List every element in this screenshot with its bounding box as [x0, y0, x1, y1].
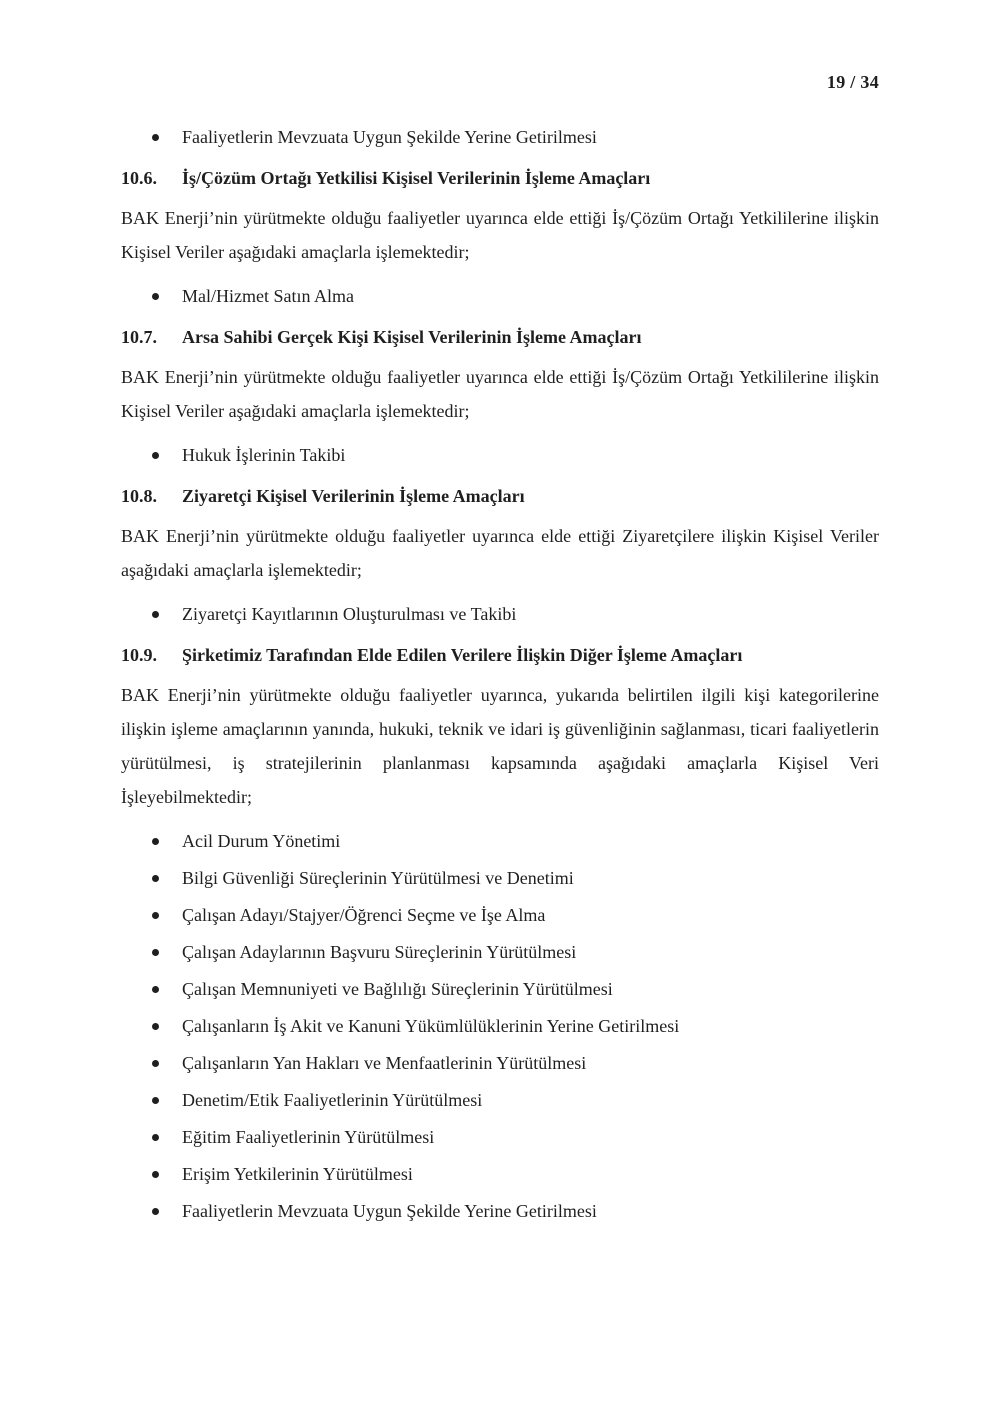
- section-number: 10.6.: [121, 168, 157, 188]
- section-bullet-list: [121, 278, 879, 315]
- section-title: Ziyaretçi Kişisel Verilerinin İşleme Amaçları: [182, 486, 525, 506]
- list-item: [121, 1193, 879, 1230]
- section-paragraph: BAK Enerji’nin yürütmekte olduğu faaliyetler uyarınca elde ettiği İş/Çözüm Ortağı Yetkililerine ilişkin Kişisel Veriler aşağıdaki amaçlarla işlemektedir;: [121, 367, 879, 421]
- bullet-icon: [152, 838, 159, 845]
- bullet-icon: [152, 912, 159, 919]
- list-item-text: Ziyaretçi Kayıtlarının Oluşturulması ve Takibi: [182, 604, 517, 624]
- bullet-icon: [152, 1134, 159, 1141]
- bullet-icon: [152, 1208, 159, 1215]
- list-item-text: Çalışan Adayı/Stajyer/Öğrenci Seçme ve İşe Alma: [182, 905, 546, 925]
- bullet-icon: [152, 611, 159, 618]
- list-item: [121, 971, 879, 1008]
- section-heading-10-6: [121, 164, 879, 192]
- list-item-text: Eğitim Faaliyetlerinin Yürütülmesi: [182, 1127, 435, 1147]
- page-content: [121, 119, 879, 1230]
- section-number: 10.7.: [121, 327, 157, 347]
- list-item-text: Çalışanların Yan Hakları ve Menfaatlerinin Yürütülmesi: [182, 1053, 587, 1073]
- list-item-text: Faaliyetlerin Mevzuata Uygun Şekilde Yerine Getirilmesi: [182, 1201, 597, 1221]
- list-item-text: Çalışan Adaylarının Başvuru Süreçlerinin Yürütülmesi: [182, 942, 577, 962]
- list-item: [121, 934, 879, 971]
- list-item-text: Mal/Hizmet Satın Alma: [182, 286, 354, 306]
- list-item: [121, 1156, 879, 1193]
- list-item: [121, 278, 879, 315]
- list-item: [121, 823, 879, 860]
- list-item: [121, 1119, 879, 1156]
- section-number: 10.9.: [121, 645, 157, 665]
- list-item-text: Hukuk İşlerinin Takibi: [182, 445, 346, 465]
- section-heading-10-7: [121, 323, 879, 351]
- list-item: [121, 596, 879, 633]
- bullet-icon: [152, 1060, 159, 1067]
- section-heading-10-8: [121, 482, 879, 510]
- list-item-text: Bilgi Güvenliği Süreçlerinin Yürütülmesi ve Denetimi: [182, 868, 574, 888]
- section-title: Şirketimiz Tarafından Elde Edilen Verilere İlişkin Diğer İşleme Amaçları: [182, 645, 743, 665]
- list-item-text: Acil Durum Yönetimi: [182, 831, 341, 851]
- list-item: [121, 897, 879, 934]
- section-bullet-list: [121, 823, 879, 1230]
- list-item: [121, 1045, 879, 1082]
- bullet-icon: [152, 1023, 159, 1030]
- bullet-icon: [152, 134, 159, 141]
- list-item-text: Faaliyetlerin Mevzuata Uygun Şekilde Yerine Getirilmesi: [182, 127, 597, 147]
- section-bullet-list: [121, 437, 879, 474]
- bullet-icon: [152, 986, 159, 993]
- bullet-icon: [152, 1171, 159, 1178]
- section-title: Arsa Sahibi Gerçek Kişi Kişisel Verilerinin İşleme Amaçları: [182, 327, 642, 347]
- page-number: 19 / 34: [826, 72, 879, 92]
- section-title: İş/Çözüm Ortağı Yetkilisi Kişisel Verilerinin İşleme Amaçları: [182, 168, 651, 188]
- section-paragraph: BAK Enerji’nin yürütmekte olduğu faaliyetler uyarınca elde ettiği İş/Çözüm Ortağı Yetkililerine ilişkin Kişisel Veriler aşağıdaki amaçlarla işlemektedir;: [121, 208, 879, 262]
- list-item-text: Çalışanların İş Akit ve Kanuni Yükümlülüklerinin Yerine Getirilmesi: [182, 1016, 680, 1036]
- list-item: [121, 1008, 879, 1045]
- bullet-icon: [152, 293, 159, 300]
- list-item-text: Erişim Yetkilerinin Yürütülmesi: [182, 1164, 413, 1184]
- section-bullet-list: [121, 596, 879, 633]
- list-item-text: Çalışan Memnuniyeti ve Bağlılığı Süreçlerinin Yürütülmesi: [182, 979, 613, 999]
- bullet-icon: [152, 949, 159, 956]
- bullet-icon: [152, 875, 159, 882]
- bullet-icon: [152, 452, 159, 459]
- top-bullet-list: [121, 119, 879, 156]
- section-heading-10-9: [121, 641, 879, 669]
- list-item: [121, 860, 879, 897]
- list-item: [121, 1082, 879, 1119]
- list-item-text: Denetim/Etik Faaliyetlerinin Yürütülmesi: [182, 1090, 483, 1110]
- section-number: 10.8.: [121, 486, 157, 506]
- list-item: [121, 119, 879, 156]
- section-paragraph: BAK Enerji’nin yürütmekte olduğu faaliyetler uyarınca, yukarıda belirtilen ilgili kişi kategorilerine ilişkin işleme amaçlarının yanında, hukuki, teknik ve idari iş güvenliğinin sağlanması, ticari faaliyetlerin yürütülmesi, iş stratejilerinin planlanması kapsamında aşağıdaki amaçlarla Kişisel Veri İşleyebilmektedir;: [121, 685, 879, 807]
- list-item: [121, 437, 879, 474]
- bullet-icon: [152, 1097, 159, 1104]
- section-paragraph: BAK Enerji’nin yürütmekte olduğu faaliyetler uyarınca elde ettiği Ziyaretçilere ilişkin Kişisel Veriler aşağıdaki amaçlarla işlemektedir;: [121, 526, 879, 580]
